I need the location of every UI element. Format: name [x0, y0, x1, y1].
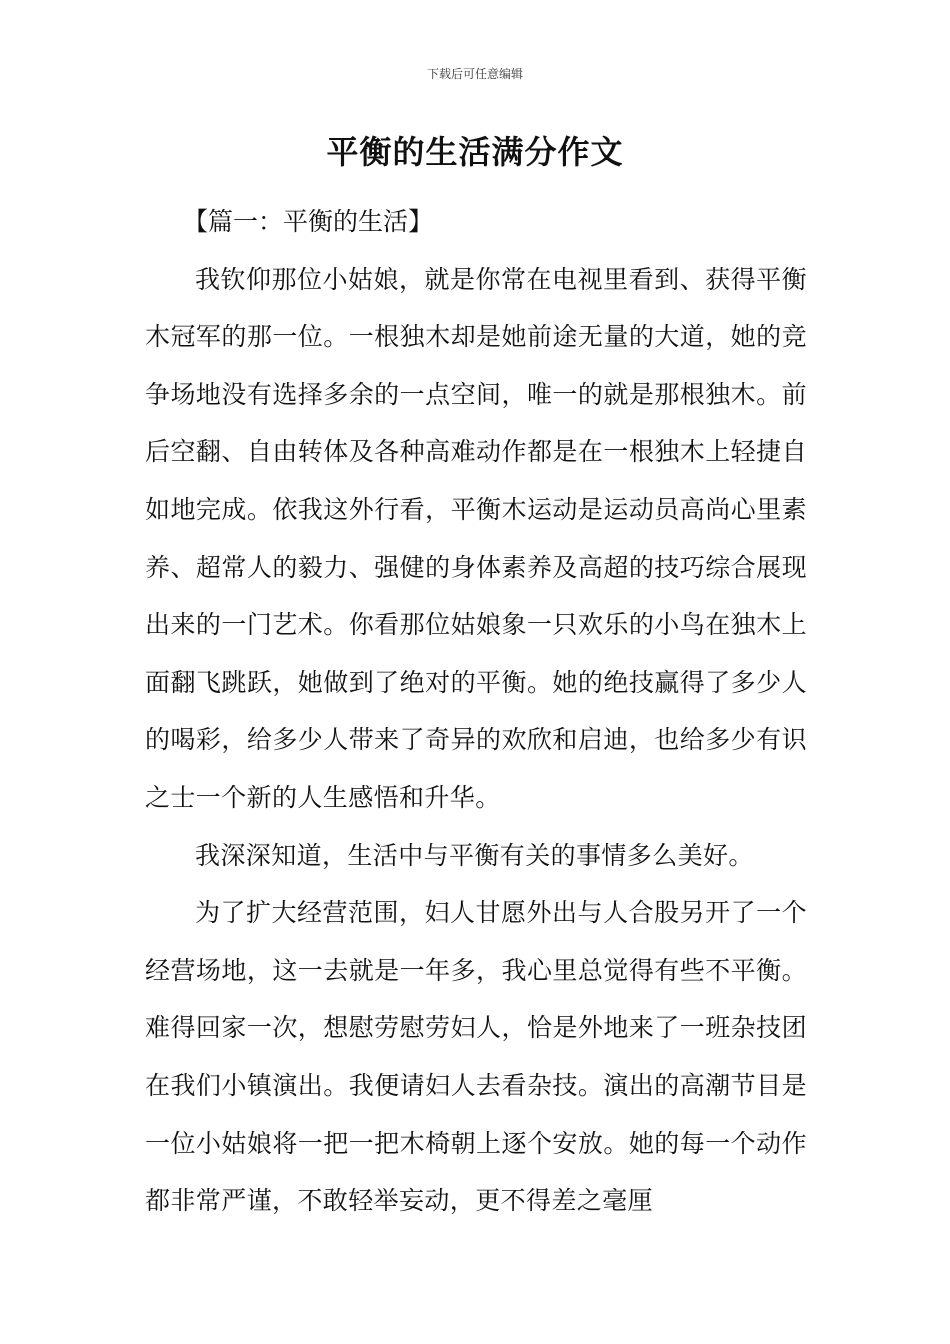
document-body	[145, 193, 807, 1230]
paragraph-3: 为了扩大经营范围，妇人甘愿外出与人合股另开了一个经营场地，这一去就是一年多，我心里总觉得有些不平衡。难得回家一次，想慰劳慰劳妇人，恰是外地来了一班杂技团在我们小镇演出。我便请妇人去看杂技。演出的高潮节目是一位小姑娘将一把一把木椅朝上逐个安放。她的每一个动作都非常严谨，不敢轻举妄动，更不得差之毫厘	[145, 898, 807, 1216]
section-heading: 【篇一：平衡的生活】	[183, 207, 434, 236]
paragraph-1: 我钦仰那位小姑娘，就是你常在电视里看到、获得平衡木冠军的那一位。一根独木却是她前途无量的大道，她的竞争场地没有选择多余的一点空间，唯一的就是那根独木。前后空翻、自由转体及各种高难动作都是在一根独木上轻捷自如地完成。依我这外行看，平衡木运动是运动员高尚心里素养、超常人的毅力、强健的身体素养及高超的技巧综合展现出来的一门艺术。你看那位姑娘象一只欢乐的小鸟在独木上面翻飞跳跃，她做到了绝对的平衡。她的绝技赢得了多少人的喝彩，给多少人带来了奇异的欢欣和启迪，也给多少有识之士一个新的人生感悟和升华。	[145, 264, 807, 812]
document-title: 平衡的生活满分作文	[326, 133, 624, 171]
page-header-note: 下载后可任意编辑	[426, 67, 523, 81]
paragraph-2: 我深深知道，生活中与平衡有关的事情多么美好。	[195, 840, 754, 870]
